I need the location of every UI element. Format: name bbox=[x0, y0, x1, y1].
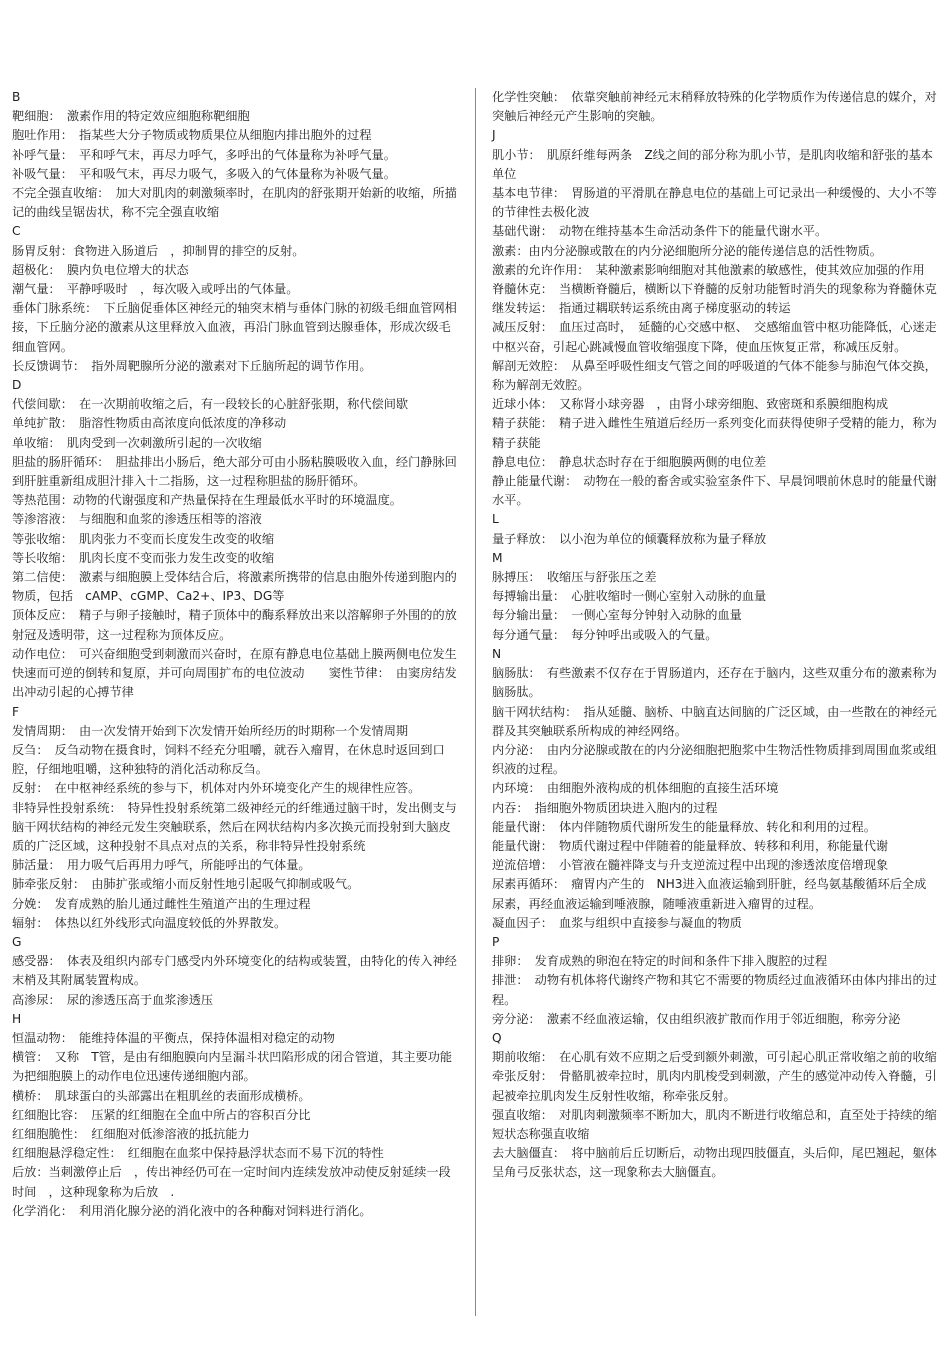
glossary-entry: 后放：当刺激停止后 ，传出神经仍可在一定时间内连续发放冲动使反射延续一段时间 ，这种现象称为后放 . bbox=[12, 1165, 451, 1199]
right-column bbox=[492, 88, 937, 1183]
glossary-entry: 排泄： 动物有机体将代谢终产物和其它不需要的物质经过血液循环由体内排出的过程。 bbox=[492, 973, 937, 1007]
glossary-entry: 靶细胞： 激素作用的特定效应细胞称靶细胞 bbox=[12, 109, 250, 124]
glossary-entry: 激素：由内分泌腺或散在的内分泌细胞所分泌的能传递信息的活性物质。 bbox=[492, 243, 882, 258]
glossary-entry: 尿素再循环： 瘤胃内产生的 NH3进入血液运输到肝脏，经鸟氨基酸循环后全成尿素，再经血液运输到唾液腺，随唾液重新进入瘤胃的过程。 bbox=[492, 877, 927, 911]
glossary-entry: 反刍： 反刍动物在摄食时，饲料不经充分咀嚼，就吞入瘤胃，在休息时返回到口腔，仔细地咀嚼，这种独特的消化活动称反刍。 bbox=[12, 742, 445, 777]
glossary-entry: 分娩： 发育成熟的胎儿通过雌性生殖道产出的生理过程 bbox=[12, 896, 311, 911]
glossary-entry: 肌小节： 肌原纤维每两条 Z线之间的部分称为肌小节，是肌肉收缩和舒张的基本单位 bbox=[492, 147, 933, 181]
glossary-entry: 胆盐的肠肝循环： 胆盐排出小肠后，绝大部分可由小肠粘膜吸收入血，经门静脉回到肝脏重新组成胆汁排入十二指肠，这一过程称胆盐的肠肝循环。 bbox=[12, 454, 457, 489]
glossary-entry: 旁分泌： 激素不经血液运输，仅由组织液扩散而作用于邻近细胞，称旁分泌 bbox=[492, 1011, 901, 1026]
glossary-entry: 高渗尿： 尿的渗透压高于血浆渗透压 bbox=[12, 992, 214, 1007]
glossary-entry: 单纯扩散： 脂溶性物质由高浓度向低浓度的净移动 bbox=[12, 416, 287, 431]
glossary-entry: 内吞： 指细胞外物质团块进入胞内的过程 bbox=[492, 800, 718, 815]
section-letter: Q bbox=[492, 1030, 502, 1045]
glossary-entry: 动作电位： 可兴奋细胞受到刺激而兴奋时，在原有静息电位基础上膜两侧电位发生快速而可逆的倒转和复原，并可向周围扩布的电位波动 窦性节律： 由窦房结发出冲动引起的心搏节律 bbox=[12, 646, 457, 700]
glossary-entry: 近球小体： 又称肾小球旁器 ，由肾小球旁细胞、致密斑和系膜细胞构成 bbox=[492, 397, 889, 412]
glossary-entry: 内分泌： 由内分泌腺或散在的内分泌细胞把胞浆中生物活性物质排到周围血浆或组织液的过程。 bbox=[492, 742, 937, 777]
glossary-entry: 基础代谢： 动物在维持基本生命活动条件下的能量代谢水平。 bbox=[492, 224, 828, 239]
section-letter: M bbox=[492, 550, 503, 565]
glossary-entry: 第二信使： 激素与细胞膜上受体结合后，将激素所携带的信息由胞外传递到胞内的物质，包括 cAMP、cGMP、Ca2+、IP3、DG等 bbox=[12, 570, 457, 604]
glossary-entry: 补呼气量： 平和呼气末，再尽力呼气，多呼出的气体量称为补呼气量。 bbox=[12, 147, 396, 162]
glossary-entry: 非特异性投射系统： 特异性投射系统第二级神经元的纤维通过脑干时，发出侧支与脑干网状结构的神经元发生突触联系，然后在网状结构内多次换元而投射到大脑皮质的广泛区域，这种投射不具点对点的关系，称非特异性投射系统 bbox=[12, 800, 457, 853]
section-letter: H bbox=[12, 1011, 22, 1026]
glossary-entry: 强直收缩： 对肌肉刺激频率不断加大，肌肉不断进行收缩总和，直至处于持续的缩短状态称强直收缩 bbox=[492, 1107, 937, 1141]
glossary-entry: 反射： 在中枢神经系统的参与下，机体对内外环境变化产生的规律性应答。 bbox=[12, 781, 421, 796]
section-letter: L bbox=[492, 512, 499, 527]
glossary-entry: 每搏输出量： 心脏收缩时一侧心室射入动脉的血量 bbox=[492, 589, 767, 604]
glossary-entry: 脉搏压： 收缩压与舒张压之差 bbox=[492, 570, 657, 585]
glossary-entry: 等长收缩： 肌肉长度不变而张力发生改变的收缩 bbox=[12, 550, 275, 565]
glossary-entry: 精子获能： 精子进入雌性生殖道后经历一系列变化而获得使卵子受精的能力，称为精子获能 bbox=[492, 416, 937, 450]
glossary-entry: 能量代谢： 体内伴随物质代谢所发生的能量释放、转化和利用的过程。 bbox=[492, 819, 876, 834]
glossary-entry: 感受器： 体表及组织内部专门感受内外环境变化的结构或装置，由特化的传入神经末梢及其附属装置构成。 bbox=[12, 954, 457, 988]
glossary-entry: 肠胃反射：食物进入肠道后 ，抑制胃的排空的反射。 bbox=[12, 243, 305, 258]
glossary-entry: 基本电节律： 胃肠道的平滑肌在静息电位的基础上可记录出一种缓慢的、大小不等的节律性去极化波 bbox=[492, 186, 937, 220]
section-letter: C bbox=[12, 224, 21, 239]
section-letter: F bbox=[12, 704, 20, 719]
section-letter: B bbox=[12, 90, 21, 104]
glossary-entry: 长反馈调节： 指外周靶腺所分泌的激素对下丘脑所起的调节作用。 bbox=[12, 358, 372, 373]
glossary-entry: 等热范围：动物的代谢强度和产热量保持在生理最低水平时的环境温度。 bbox=[12, 493, 402, 508]
glossary-entry: 每分通气量： 每分钟呼出或吸入的气量。 bbox=[492, 627, 718, 642]
glossary-entry: 化学消化： 利用消化腺分泌的消化液中的各种酶对饲料进行消化。 bbox=[12, 1203, 372, 1218]
glossary-entry: 量子释放： 以小泡为单位的倾囊释放称为量子释放 bbox=[492, 531, 767, 546]
glossary-entry: 牵张反射： 骨骼肌被牵拉时，肌肉内肌梭受到刺激，产生的感觉冲动传入脊髓，引起被牵拉肌肉发生反射性收缩，称牵张反射。 bbox=[492, 1069, 937, 1103]
glossary-entry: 去大脑僵直： 将中脑前后丘切断后，动物出现四肢僵直，头后仰，尾巴翘起，躯体呈角弓反张状态，这一现象称去大脑僵直。 bbox=[492, 1146, 937, 1180]
section-letter: P bbox=[492, 934, 500, 949]
glossary-entry: 红细胞比容： 压紧的红细胞在全血中所占的容积百分比 bbox=[12, 1107, 311, 1122]
glossary-entry: 期前收缩： 在心肌有效不应期之后受到额外刺激，可引起心肌正常收缩之前的收缩 bbox=[492, 1050, 937, 1065]
glossary-entry: 内环境： 由细胞外液构成的机体细胞的直接生活环境 bbox=[492, 781, 779, 796]
left-column bbox=[12, 88, 457, 1221]
glossary-entry: 凝血因子： 血浆与组织中直接参与凝血的物质 bbox=[492, 915, 742, 930]
section-letter: J bbox=[492, 128, 496, 143]
glossary-entry: 每分输出量： 一侧心室每分钟射入动脉的血量 bbox=[492, 608, 742, 623]
glossary-entry: 潮气量： 平静呼吸时 ，每次吸入或呼出的气体量。 bbox=[12, 282, 299, 297]
glossary-entry: 化学性突触： 依靠突触前神经元末稍释放特殊的化学物质作为传递信息的媒介，对突触后神经元产生影响的突触。 bbox=[492, 90, 937, 124]
glossary-entry: 补吸气量： 平和吸气末，再尽力吸气，多吸入的气体量称为补吸气量。 bbox=[12, 166, 396, 181]
glossary-entry: 减压反射： 血压过高时， 延髓的心交感中枢、 交感缩血管中枢功能降低，心迷走中枢兴奋，引起心跳减慢血管收缩强度下降，使血压恢复正常，称减压反射。 bbox=[492, 320, 937, 354]
glossary-entry: 顶体反应： 精子与卵子接触时，精子顶体中的酶系释放出来以溶解卵子外围的的放射冠及透明带，这一过程称为顶体反应。 bbox=[12, 608, 457, 642]
glossary-entry: 继发转运： 指通过耦联转运系统由离子梯度驱动的转运 bbox=[492, 301, 791, 316]
glossary-entry: 红细胞悬浮稳定性： 红细胞在血浆中保持悬浮状态而不易下沉的特性 bbox=[12, 1146, 384, 1161]
glossary-entry: 解剖无效腔： 从鼻至呼吸性细支气管之间的呼吸道的气体不能参与肺泡气体交换，称为解剖无效腔。 bbox=[492, 358, 937, 393]
glossary-entry: 激素的允许作用： 某种激素影响细胞对其他激素的敏感性，使其效应加强的作用 bbox=[492, 262, 925, 277]
glossary-entry: 排卵： 发育成熟的卵泡在特定的时间和条件下排入腹腔的过程 bbox=[492, 954, 828, 969]
glossary-entry: 肺牵张反射： 由肺扩张或缩小而反射性地引起吸气抑制或吸气。 bbox=[12, 877, 360, 892]
glossary-entry: 代偿间歇： 在一次期前收缩之后，有一段较长的心脏舒张期，称代偿间歇 bbox=[12, 397, 409, 412]
glossary-entry: 等渗溶液： 与细胞和血浆的渗透压相等的溶液 bbox=[12, 512, 262, 527]
glossary-entry: 辐射： 体热以红外线形式向温度较低的外界散发。 bbox=[12, 915, 287, 930]
glossary-entry: 超极化： 膜内负电位增大的状态 bbox=[12, 262, 189, 277]
glossary-entry: 能量代谢： 物质代谢过程中伴随着的能量释放、转移和利用，称能量代谢 bbox=[492, 838, 889, 853]
glossary-entry: 恒温动物： 能维持体温的平衡点，保持体温相对稳定的动物 bbox=[12, 1030, 335, 1045]
glossary-entry: 脊髓休克： 当横断脊髓后，横断以下脊髓的反射功能暂时消失的现象称为脊髓休克 bbox=[492, 282, 937, 297]
glossary-entry: 横管： 又称 T管，是由有细胞膜向内呈漏斗状凹陷形成的闭合管道，其主要功能为把细胞膜上的动作电位迅速传递细胞内部。 bbox=[12, 1050, 453, 1084]
glossary-entry: 单收缩： 肌肉受到一次刺激所引起的一次收缩 bbox=[12, 435, 262, 450]
glossary-entry: 肺活量： 用力吸气后再用力呼气，所能呼出的气体量。 bbox=[12, 858, 311, 873]
glossary-entry: 不完全强直收缩： 加大对肌肉的刺激频率时，在肌肉的舒张期开始新的收缩，所描记的曲线呈锯齿状，称不完全强直收缩 bbox=[12, 186, 457, 220]
glossary-entry: 静止能量代谢： 动物在一般的畜舍或实验室条件下、早晨饲喂前休息时的能量代谢水平。 bbox=[492, 474, 937, 508]
section-letter: G bbox=[12, 934, 22, 949]
glossary-entry: 红细胞脆性： 红细胞对低渗溶液的抵抗能力 bbox=[12, 1126, 250, 1141]
glossary-entry: 脑肠肽： 有些激素不仅存在于胃肠道内，还存在于脑内，这些双重分布的激素称为脑肠肽。 bbox=[492, 666, 937, 700]
glossary-entry: 胞吐作用： 指某些大分子物质或物质果位从细胞内排出胞外的过程 bbox=[12, 128, 372, 143]
glossary-entry: 发情周期： 由一次发情开始到下次发情开始所经历的时期称一个发情周期 bbox=[12, 723, 409, 738]
section-letter: D bbox=[12, 378, 22, 393]
section-letter: N bbox=[492, 646, 502, 661]
glossary-entry: 横桥： 肌球蛋白的头部露出在粗肌丝的表面形成横桥。 bbox=[12, 1088, 311, 1103]
glossary-entry: 静息电位： 静息状态时存在于细胞膜两侧的电位差 bbox=[492, 454, 767, 469]
glossary-entry: 等张收缩： 肌肉张力不变而长度发生改变的收缩 bbox=[12, 531, 275, 546]
glossary-entry: 脑干网状结构： 指从延髓、脑桥、中脑直达间脑的广泛区域，由一些散在的神经元群及其突触联系所构成的神经网络。 bbox=[492, 704, 937, 738]
glossary-entry: 逆流倍增： 小管液在髓袢降支与升支逆流过程中出现的渗透浓度倍增现象 bbox=[492, 858, 889, 873]
glossary-entry: 垂体门脉系统： 下丘脑促垂体区神经元的轴突末梢与垂体门脉的初级毛细血管网相接，下丘脑分泌的激素从这里释放入血液，再沿门脉血管到达腺垂体，形成次级毛细血管网。 bbox=[12, 301, 457, 354]
column-divider bbox=[475, 88, 476, 1316]
